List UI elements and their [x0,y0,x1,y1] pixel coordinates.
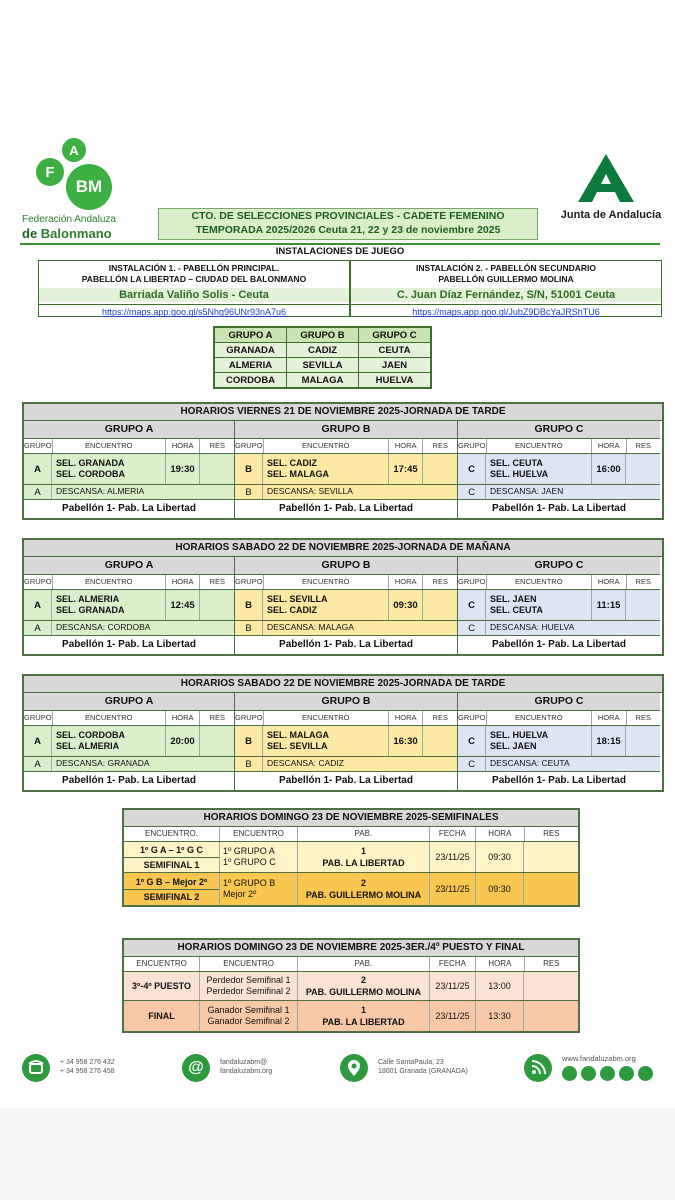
schedule-title: HORARIOS SABADO 22 DE NOVIEMBRE 2025-JORNADA DE MAÑANA [24,540,662,557]
schedule-block [22,674,664,792]
match-result [423,726,457,756]
title-line-2: TEMPORADA 2025/2026 Ceuta 21, 22 y 23 de noviembre 2025 [195,224,501,236]
col-header: GRUPO [24,439,53,453]
team: SEL. GRANADA [56,605,125,615]
match-row [458,590,660,621]
col-header: ENCUENTRO [487,711,592,725]
group-col-headers [458,575,660,590]
rest-team: DESCANSA: MALAGA [263,621,457,635]
finals-table [122,938,580,1033]
junta-label: Junta de Andalucía [560,209,662,221]
group-letter: B [235,757,263,771]
match-teams [52,726,166,756]
col-header: RES [543,959,560,968]
col-header: GRUPO [235,575,264,589]
team: SEL. JAEN [490,593,537,604]
group-col-headers [458,439,660,454]
semifinals-col-headers [124,827,578,842]
groups-header-b: GRUPO B [287,327,359,343]
group-column [24,421,235,518]
match-teams [486,454,592,484]
logo-circle-bm: BM [66,164,112,210]
footer [22,1054,662,1086]
col-header: ENCUENTRO [124,957,200,971]
final-teams [200,1001,298,1031]
phone-2: + 34 958 276 458 [60,1068,115,1075]
group-column [235,557,458,654]
match-code: 1º G A – 1º G C [124,843,219,858]
col-header: ENCUENTRO [487,575,592,589]
match-result [423,454,457,484]
col-header: PAB. [298,827,430,841]
pab-number: 1 [360,1005,366,1015]
col-header: HORA [166,439,201,453]
col-header: HORA [476,957,524,971]
group-name: GRUPO C [458,557,660,575]
team: SEL. CADIZ [267,605,318,615]
team: SEL. GRANADA [56,457,125,468]
team: SEL. HUELVA [490,729,549,740]
match-result [626,590,660,620]
pavilion: Pabellón 1- Pab. La Libertad [24,500,234,518]
col-header: ENCUENTRO [200,957,298,971]
rest-team: DESCANSA: HUELVA [486,621,660,635]
match-teams [263,726,389,756]
col-header: ENCUENTRO [53,439,166,453]
fed-de: de [22,226,41,241]
rest-row [235,757,457,772]
groups-cell: CADIZ [287,343,359,358]
final-teams [200,972,298,1000]
logo-circle-a: A [62,138,86,162]
match-row [24,590,234,621]
footer-address [378,1058,468,1076]
pab-name: PAB. LA LIBERTAD [322,858,405,868]
final-pab [298,972,430,1000]
groups-cell: ALMERIA [214,358,287,373]
group-letter: B [235,454,263,484]
match-row [458,454,660,485]
col-header: HORA [592,711,627,725]
team: SEL. CEUTA [490,457,543,468]
inst2-line1: INSTALACIÓN 2. - PABELLÓN SECUNDARIO [415,263,597,273]
col-header: RES [209,441,225,450]
pab-number: 2 [360,975,366,985]
youtube-icon[interactable] [619,1066,634,1081]
team: SEL. CEUTA [490,605,543,615]
match-time: 19:30 [166,454,200,484]
groups-header-c: GRUPO C [359,327,432,343]
pavilion: Pabellón 1- Pab. La Libertad [24,772,234,790]
email-icon: @ [182,1054,210,1082]
inst1-line1: INSTALACIÓN 1. - PABELLÓN PRINCIPAL. [108,263,280,273]
email-line-1: fandaluzabm@ [220,1059,268,1066]
rest-row [24,485,234,500]
team: SEL. HUELVA [490,469,549,479]
social-icons [562,1066,653,1081]
match-teams [486,726,592,756]
match-result [423,590,457,620]
group-name: GRUPO C [458,693,660,711]
match-time: 09:30 [389,590,423,620]
col-header: GRUPO [458,711,487,725]
group-letter: B [235,590,263,620]
match-result [524,1001,578,1031]
col-header: HORA [592,439,627,453]
group-column [24,693,235,790]
federation-name: Federación Andaluza [22,214,116,225]
footer-email[interactable] [220,1058,272,1076]
instagram-icon[interactable] [562,1066,577,1081]
title-line-1: CTO. DE SELECCIONES PROVINCIALES - CADETE FEMENINO [191,210,505,222]
group-col-headers [24,575,234,590]
groups-cell: JAEN [359,358,432,373]
group-column [235,693,458,790]
schedule-title: HORARIOS VIERNES 21 DE NOVIEMBRE 2025-JORNADA DE TARDE [24,404,662,421]
col-header: ENCUENTRO [487,439,592,453]
rest-row [235,621,457,636]
pavilion: Pabellón 1- Pab. La Libertad [24,636,234,654]
col-header: GRUPO [458,575,487,589]
match-time: 16:30 [389,726,423,756]
group-col-headers [235,439,457,454]
finals-col-headers [124,957,578,972]
group-letter: A [24,757,52,771]
rest-team: DESCANSA: SEVILLA [263,485,457,499]
email-line-2: fandaluzabm.org [220,1068,273,1075]
team: SEL. JAEN [490,741,537,751]
group-letter: C [458,726,486,756]
rest-row [458,485,660,500]
schedule-columns [24,421,662,518]
match-teams [52,590,166,620]
team: 1º GRUPO A [223,846,275,856]
col-header: ENCUENTRO [53,575,166,589]
rest-team: DESCANSA: JAEN [486,485,660,499]
group-letter: B [235,485,263,499]
group-name: GRUPO B [235,693,457,711]
col-header: GRUPO [24,575,53,589]
group-letter: C [458,590,486,620]
groups-row [214,343,431,358]
team: 1º GRUPO B [223,878,276,888]
team: SEL. SEVILLA [267,593,328,604]
semifinal-teams [220,842,298,872]
groups-cell: SEVILLA [287,358,359,373]
group-name: GRUPO B [235,421,457,439]
rest-row [458,621,660,636]
match-time: 09:30 [476,873,524,905]
pavilion: Pabellón 1- Pab. La Libertad [458,772,660,790]
col-header: ENCUENTRO [264,711,389,725]
schedule-columns [24,557,662,654]
rest-team: DESCANSA: CEUTA [486,757,660,771]
col-header: RES [432,441,448,450]
groups-cell: MALAGA [287,373,359,389]
finals-title: HORARIOS DOMINGO 23 DE NOVIEMBRE 2025-3ER./4º PUESTO Y FINAL [124,940,578,957]
groups-cell: CORDOBA [214,373,287,389]
col-header: RES [635,713,651,722]
inst1-address: Barriada Valiño Solis - Ceuta [39,288,349,302]
footer-web[interactable]: www.fandaluzabm.org [562,1054,636,1063]
match-result [524,873,578,905]
pavilion: Pabellón 1- Pab. La Libertad [458,500,660,518]
group-column [24,557,235,654]
team: 1º GRUPO C [223,857,276,867]
col-header: PAB. [298,957,430,971]
address-line-1: Calle SantaPaula, 23 [378,1059,444,1066]
match-time: 17:45 [389,454,423,484]
group-letter: C [458,757,486,771]
schedule-columns [24,693,662,790]
match-time: 20:00 [166,726,200,756]
groups-row [214,358,431,373]
group-name: GRUPO A [24,557,234,575]
match-teams [263,454,389,484]
match-date: 23/11/25 [430,972,476,1000]
schedule-title: HORARIOS SABADO 22 DE NOVIEMBRE 2025-JORNADA DE TARDE [24,676,662,693]
junta-emblem-icon [576,152,636,207]
group-name: GRUPO A [24,421,234,439]
rest-row [458,757,660,772]
group-letter: A [24,621,52,635]
match-result [626,726,660,756]
group-letter: C [458,621,486,635]
col-header: ENCUENTRO. [124,827,220,841]
instalaciones-title: INSTALACIONES DE JUEGO [275,246,405,257]
semifinal-pab [298,842,430,872]
inst2-map-link[interactable]: https://maps.app.goo.gl/JubZ9DBcYaJRShTU6 [351,304,661,319]
group-column [458,693,660,790]
bottom-area [0,1108,675,1200]
match-code: 1º G B – Mejor 2º [124,875,219,890]
match-time: 13:00 [476,972,524,1000]
rest-row [24,621,234,636]
col-header: HORA [389,439,424,453]
col-header: HORA [166,575,201,589]
rss-icon [524,1054,552,1082]
inst1-line2: PABELLÓN LA LIBERTAD – CIUDAD DEL BALONMANO [81,274,307,284]
match-label: SEMIFINAL 1 [143,859,200,870]
col-header: ENCUENTRO [264,439,389,453]
rest-team: DESCANSA: GRANADA [52,757,234,771]
col-header: RES [209,713,225,722]
footer-phones [60,1058,115,1076]
groups-table [213,326,432,389]
group-letter: A [24,590,52,620]
group-column [458,421,660,518]
match-time: 18:15 [592,726,626,756]
semifinals-table [122,808,580,907]
instalacion-2 [350,260,662,317]
match-date: 23/11/25 [430,1001,476,1031]
semifinals-title: HORARIOS DOMINGO 23 DE NOVIEMBRE 2025-SEMIFINALES [124,810,578,827]
match-label: SEMIFINAL 2 [143,891,200,902]
semifinal-match [124,842,220,872]
group-col-headers [24,711,234,726]
groups-row [214,373,431,389]
inst2-line2: PABELLÓN GUILLERMO MOLINA [438,274,574,284]
col-header: FECHA [430,957,477,971]
pab-name: PAB. LA LIBERTAD [322,1017,405,1027]
match-result [524,842,578,872]
federation-subname [22,226,112,241]
schedule-block [22,538,664,656]
match-time: 12:45 [166,590,200,620]
match-date: 23/11/25 [430,842,476,872]
col-header: HORA [166,711,201,725]
group-name: GRUPO C [458,421,660,439]
col-header: HORA [476,827,524,841]
pavilion: Pabellón 1- Pab. La Libertad [458,636,660,654]
rest-team: DESCANSA: CADIZ [263,757,457,771]
semifinal-match [124,873,220,905]
group-letter: A [24,485,52,499]
team: SEL. CADIZ [267,457,318,468]
team: Perdedor Semifinal 1 [206,975,291,985]
pab-number: 1 [360,846,366,856]
group-col-headers [24,439,234,454]
groups-header-a: GRUPO A [214,327,287,343]
group-letter: B [235,726,263,756]
col-header: RES [432,713,448,722]
col-header: ENCUENTRO [53,711,166,725]
schedule-block [22,402,664,520]
team: SEL. MALAGA [267,469,329,479]
group-col-headers [458,711,660,726]
logo-circle-f: F [36,158,64,186]
match-row [235,590,457,621]
match-teams [263,590,389,620]
telegram-icon[interactable] [638,1066,653,1081]
col-header: GRUPO [235,439,264,453]
group-col-headers [235,711,457,726]
col-header: RES [432,577,448,586]
semifinal-row [124,842,578,873]
semifinal-row [124,873,578,905]
col-header: RES [209,577,225,586]
match-time: 11:15 [592,590,626,620]
rest-team: DESCANSA: ALMERIA [52,485,234,499]
match-row [458,726,660,757]
match-row [235,726,457,757]
col-header: HORA [592,575,627,589]
fed-balonmano: Balonmano [40,226,112,241]
rest-row [24,757,234,772]
team: SEL. CORDOBA [56,469,126,479]
group-letter: A [24,454,52,484]
final-pab [298,1001,430,1031]
groups-header-row [214,327,431,343]
instalacion-1 [38,260,350,317]
col-header: RES [543,829,560,838]
phone-1: + 34 958 276 432 [60,1059,115,1066]
match-row [235,454,457,485]
match-result [200,590,234,620]
semifinal-pab [298,873,430,905]
group-letter: C [458,485,486,499]
match-result [200,726,234,756]
location-icon [340,1054,368,1082]
twitter-icon[interactable] [600,1066,615,1081]
semifinal-teams [220,873,298,905]
team: Ganador Semifinal 1 [207,1005,290,1015]
col-header: GRUPO [24,711,53,725]
final-row [124,972,578,1001]
group-letter: A [24,726,52,756]
pab-name: PAB. GUILLERMO MOLINA [305,890,422,900]
group-col-headers [235,575,457,590]
rest-team: DESCANSA: CORDOBA [52,621,234,635]
match-label: 3º-4º PUESTO [124,972,200,1000]
col-header: RES [635,441,651,450]
rest-row [235,485,457,500]
address-line-2: 18001 Granada (GRANADA) [378,1068,468,1075]
match-label: FINAL [124,1001,200,1031]
group-column [458,557,660,654]
groups-cell: CEUTA [359,343,432,358]
match-result [200,454,234,484]
col-header: GRUPO [235,711,264,725]
groups-cell: GRANADA [214,343,287,358]
col-header: GRUPO [458,439,487,453]
pavilion: Pabellón 1- Pab. La Libertad [235,500,457,518]
inst2-address: C. Juan Díaz Fernández, S/N, 51001 Ceuta [351,288,661,302]
pavilion: Pabellón 1- Pab. La Libertad [235,772,457,790]
team: Mejor 2º [223,889,257,899]
group-column [235,421,458,518]
match-row [24,454,234,485]
team: SEL. MALAGA [267,729,329,740]
group-name: GRUPO A [24,693,234,711]
col-header: HORA [389,711,424,725]
final-row [124,1001,578,1031]
match-teams [52,454,166,484]
team: SEL. CORDOBA [56,729,126,740]
pab-name: PAB. GUILLERMO MOLINA [305,987,422,997]
inst1-map-link[interactable]: https://maps.app.goo.gl/s5Nhg96UNr93nA7u6 [39,304,349,319]
group-letter: B [235,621,263,635]
match-row [24,726,234,757]
phone-icon [22,1054,50,1082]
match-time: 09:30 [476,842,524,872]
match-teams [486,590,592,620]
col-header: RES [635,577,651,586]
facebook-icon[interactable] [581,1066,596,1081]
team: SEL. ALMERIA [56,593,120,604]
pab-number: 2 [360,878,366,888]
match-result [524,972,578,1000]
pavilion: Pabellón 1- Pab. La Libertad [235,636,457,654]
championship-title [158,208,538,240]
col-header: FECHA [430,827,477,841]
team: SEL. ALMERIA [56,741,120,751]
group-letter: C [458,454,486,484]
team: Perdedor Semifinal 2 [206,986,291,996]
match-time: 13:30 [476,1001,524,1031]
match-time: 16:00 [592,454,626,484]
team: SEL. SEVILLA [267,741,328,751]
team: Ganador Semifinal 2 [207,1016,290,1026]
group-name: GRUPO B [235,557,457,575]
col-header: HORA [389,575,424,589]
col-header: ENCUENTRO [220,827,298,841]
groups-cell: HUELVA [359,373,432,389]
match-result [626,454,660,484]
match-date: 23/11/25 [430,873,476,905]
col-header: ENCUENTRO [264,575,389,589]
